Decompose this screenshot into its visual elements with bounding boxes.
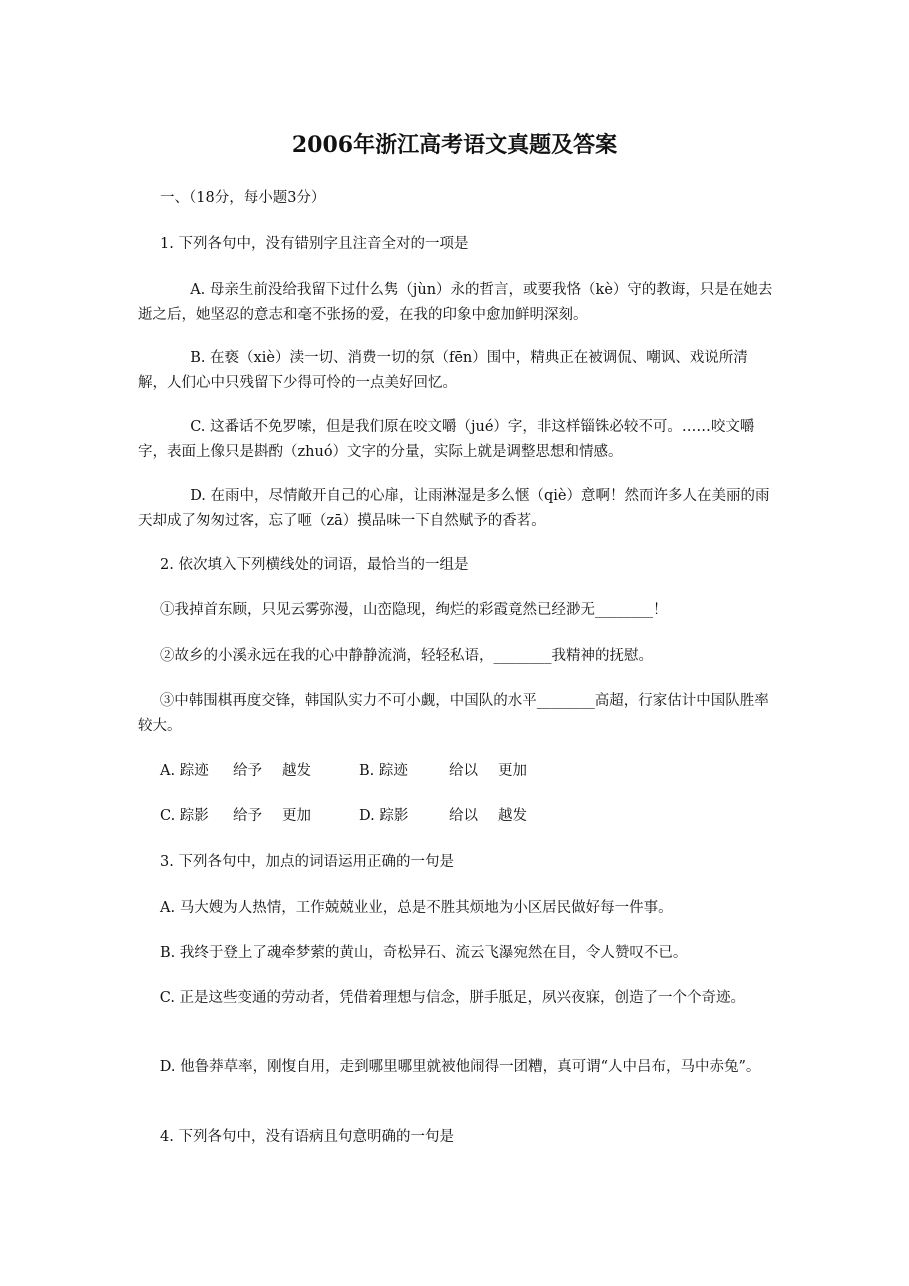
- question-3-option-b: B. 我终于登上了魂牵梦萦的黄山，奇松异石、流云飞瀑宛然在目，令人赞叹不已。: [160, 945, 688, 961]
- question-1-option-a: A. 母亲生前没给我留下过什么隽（jùn）永的哲言，或要我恪（kè）守的教诲，只是在她去逝之后，她坚忍的意志和毫不张扬的爱，在我的印象中愈加鲜明深刻。: [138, 282, 773, 323]
- option-a-word-1: A. 踪迹: [160, 763, 209, 779]
- question-2-sentence-2: ②故乡的小溪永远在我的心中静静流淌，轻轻私语，________我精神的抚慰。: [160, 648, 653, 664]
- question-2-options-row-1: [160, 759, 760, 784]
- question-2-sentence-1: ①我掉首东顾，只见云雾弥漫，山峦隐现，绚烂的彩霞竟然已经渺无________！: [160, 602, 668, 618]
- option-b-word-3: 更加: [498, 763, 527, 779]
- question-4-stem: 4. 下列各句中，没有语病且句意明确的一句是: [160, 1129, 454, 1145]
- question-1-option-c: C. 这番话不免罗嗦，但是我们原在咬文嚼（jué）字，非这样锱铢必较不可。……咬文嚼字，表面上像只是斟酌（zhuó）文字的分量，实际上就是调整思想和情感。: [138, 419, 755, 460]
- question-3-stem: 3. 下列各句中，加点的词语运用正确的一句是: [160, 854, 454, 870]
- option-b-word-2: 给以: [449, 763, 478, 779]
- option-d-word-3: 越发: [498, 808, 527, 824]
- question-1-option-d: D. 在雨中，尽情敞开自己的心扉，让雨淋湿是多么惬（qiè）意啊！然而许多人在美丽的雨天却成了匆匆过客，忘了咂（zā）摸品味一下自然赋予的香茗。: [138, 488, 770, 529]
- option-a-word-3: 越发: [282, 763, 311, 779]
- question-1-option-b: B. 在亵（xiè）渎一切、消费一切的氛（fēn）围中，精典正在被调侃、嘲讽、戏说所清解，人们心中只残留下少得可怜的一点美好回忆。: [138, 350, 748, 391]
- section-heading: 一、（18分，每小题3分）: [160, 190, 326, 206]
- question-2-options-row-2: [160, 804, 760, 829]
- option-d-word-1: D. 踪影: [359, 808, 409, 824]
- question-2-sentence-3: ③中韩围棋再度交锋，韩国队实力不可小觑，中国队的水平________高超，行家估计中国队胜率较大。: [138, 693, 769, 734]
- question-3-option-a: A. 马大嫂为人热情，工作兢兢业业，总是不胜其烦地为小区居民做好每一件事。: [160, 900, 673, 916]
- question-1-stem: 1. 下列各句中，没有错别字且注音全对的一项是: [160, 236, 469, 252]
- question-3-option-d: D. 他鲁莽草率，刚愎自用，走到哪里哪里就被他闹得一团糟，真可谓“人中吕布，马中赤兔”。: [159, 1059, 761, 1075]
- option-c-word-2: 给予: [233, 808, 262, 824]
- option-a-word-2: 给予: [233, 763, 262, 779]
- option-d-word-2: 给以: [449, 808, 478, 824]
- option-c-word-1: C. 踪影: [160, 808, 209, 824]
- option-b-word-1: B. 踪迹: [359, 763, 408, 779]
- question-3-option-c: C. 正是这些变通的劳动者，凭借着理想与信念，胼手胝足，夙兴夜寐，创造了一个个奇迹。: [159, 990, 746, 1006]
- document-title: 2006年浙江高考语文真题及答案: [291, 132, 618, 158]
- question-2-stem: 2. 依次填入下列横线处的词语，最恰当的一组是: [160, 557, 469, 573]
- option-c-word-3: 更加: [282, 808, 311, 824]
